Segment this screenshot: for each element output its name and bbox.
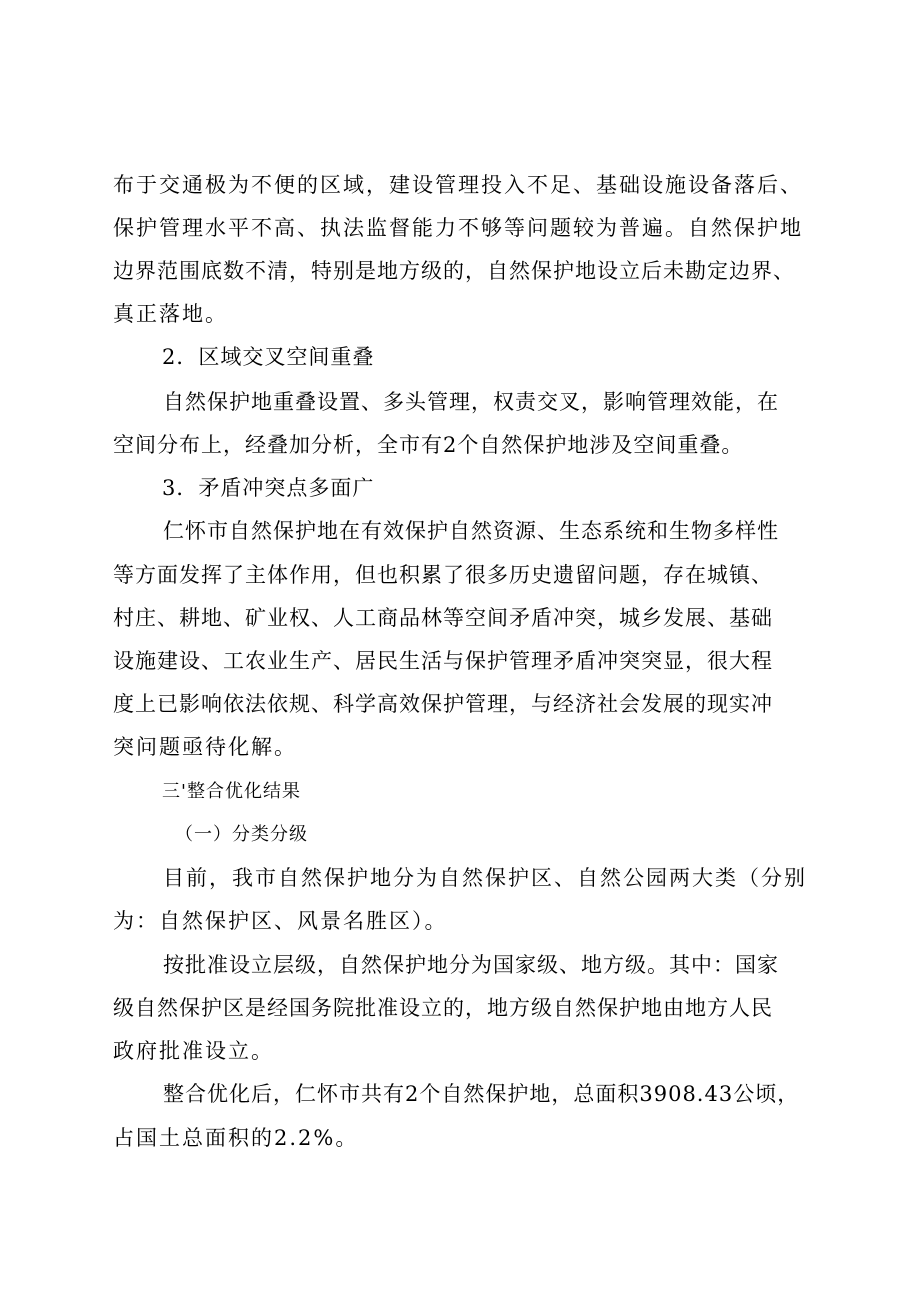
subsection-heading-1: （一）分类分级 [175, 824, 308, 845]
paragraph-line: 等方面发挥了主体作用，但也积累了很多历史遗留问题，存在城镇、 [113, 563, 773, 587]
paragraph-line: 边界范围底数不清，特别是地方级的，自然保护地设立后未勘定边界、 [113, 259, 795, 283]
paragraph-line: 目前，我市自然保护地分为自然保护区、自然公园两大类（分别 [163, 866, 807, 890]
paragraph-line: 政府批准设立。 [113, 1039, 274, 1063]
paragraph-line: 空间分布上，经叠加分析，全市有2个自然保护地涉及空间重叠。 [113, 433, 744, 457]
paragraph-line: 真正落地。 [113, 302, 228, 326]
paragraph-line: 突问题亟待化解。 [113, 735, 297, 759]
paragraph-line: 占国土总面积的2.2%。 [113, 1126, 359, 1150]
paragraph-line: 级自然保护区是经国务院批准设立的，地方级自然保护地由地方人民 [113, 996, 773, 1020]
paragraph-line: 按批准设立层级，自然保护地分为国家级、地方级。其中：国家 [163, 953, 779, 977]
paragraph-line: 自然保护地重叠设置、多头管理，权责交叉，影响管理效能，在 [163, 390, 779, 414]
paragraph-line: 村庄、耕地、矿业权、人工商品林等空间矛盾冲突，城乡发展、基础 [113, 606, 773, 630]
section-heading-2: 2．区域交叉空间重叠 [162, 345, 375, 369]
paragraph-line: 整合优化后，仁怀市共有2个自然保护地，总面积3908.43公顷， [163, 1082, 800, 1106]
paragraph-line: 为：自然保护区、风景名胜区）。 [113, 909, 448, 933]
paragraph-line: 布于交通极为不便的区域，建设管理投入不足、基础设施设备落后、 [113, 173, 803, 197]
paragraph-line: 保护管理水平不高、执法监督能力不够等问题较为普遍。自然保护地 [113, 216, 803, 240]
paragraph-line: 设施建设、工农业生产、居民生活与保护管理矛盾冲突突显，很大程 [113, 649, 773, 673]
paragraph-line: 度上已影响依法依规、科学高效保护管理，与经济社会发展的现实冲 [113, 692, 773, 716]
section-heading-3: 3．矛盾冲突点多面广 [162, 476, 375, 500]
section-heading-three: 三'整合优化结果 [162, 781, 301, 802]
paragraph-line: 仁怀市自然保护地在有效保护自然资源、生态系统和生物多样性 [163, 519, 779, 543]
